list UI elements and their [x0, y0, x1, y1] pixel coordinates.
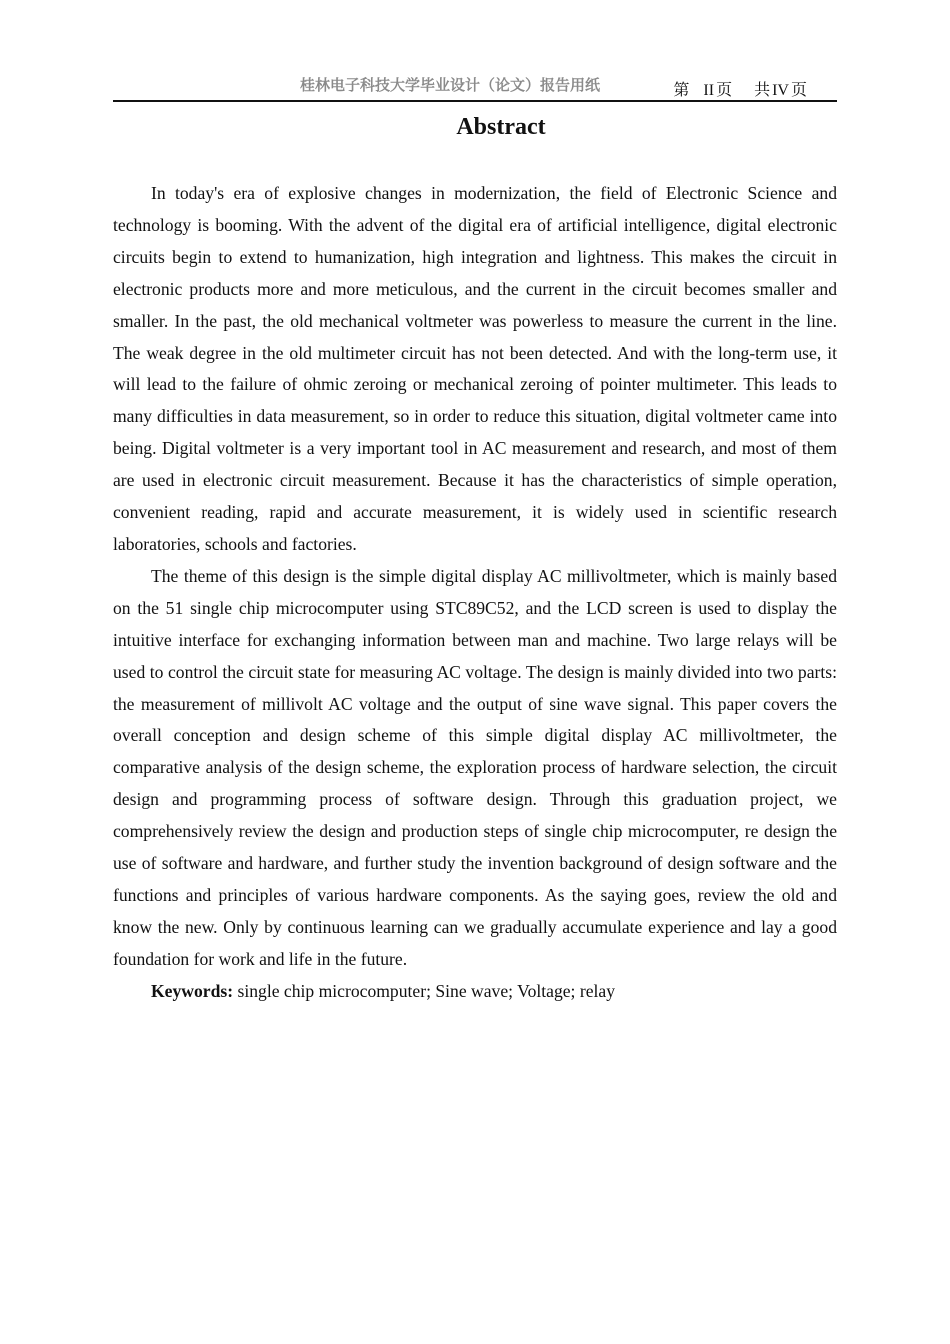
abstract-body	[113, 178, 837, 1008]
header-school-name: 桂林电子科技大学毕业设计（论文）报告用纸	[300, 76, 601, 94]
paragraph-1: In today's era of explosive changes in modernization, the field of Electronic Science and technology is booming. With the advent of the digital era of artificial intelligence, digital electronic circuits begin to extend to humanization, high integration and lightness. This makes the circuit in electronic products more and more meticulous, and the current in the circuit becomes smaller and smaller. In the past, the old mechanical voltmeter was powerless to measure the current in the line. The weak degree in the old multimeter circuit has not been detected. And with the long-term use, it will lead to the failure of ohmic zeroing or mechanical zeroing of pointer multimeter. This leads to many difficulties in data measurement, so in order to reduce this situation, digital voltmeter came into being. Digital voltmeter is a very important tool in AC measurement and research, and most of them are used in electronic circuit measurement. Because it has the characteristics of simple operation, convenient reading, rapid and accurate measurement, it is widely used in scientific research laboratories, schools and factories.	[113, 183, 837, 554]
keywords-line	[113, 976, 837, 1008]
keywords-label: Keywords:	[151, 980, 234, 1001]
total-suffix: 页	[790, 82, 807, 99]
paragraph-2: The theme of this design is the simple digital display AC millivoltmeter, which is mainly based on the 51 single chip microcomputer using STC89C52, and the LCD screen is used to display the intuitive interface for exchanging information between man and machine. Two large relays will be used to control the circuit state for measuring AC voltage. The design is mainly divided into two parts: the measurement of millivolt AC voltage and the output of sine wave signal. This paper covers the overall conception and design scheme of this simple digital display AC millivoltmeter, the comparative analysis of the design scheme, the exploration process of hardware selection, the circuit design and programming process of software design. Through this graduation project, we comprehensively review the design and production steps of single chip microcomputer, re design the use of software and hardware, and further study the invention background of design software and the functions and principles of various hardware components. As the saying goes, review the old and know the new. Only by continuous learning can we gradually accumulate experience and lay a good foundation for work and life in the future.	[113, 565, 837, 969]
page-suffix: 页	[716, 82, 733, 99]
total-num: IV	[772, 82, 789, 99]
keywords-text: single chip microcomputer; Sine wave; Voltage; relay	[233, 980, 616, 1001]
page-label: 第	[673, 82, 690, 99]
page-header	[113, 72, 837, 102]
page-num: II	[703, 82, 715, 99]
header-page-number	[671, 77, 807, 100]
abstract-title: Abstract	[456, 114, 546, 140]
total-label: 共	[754, 82, 771, 99]
